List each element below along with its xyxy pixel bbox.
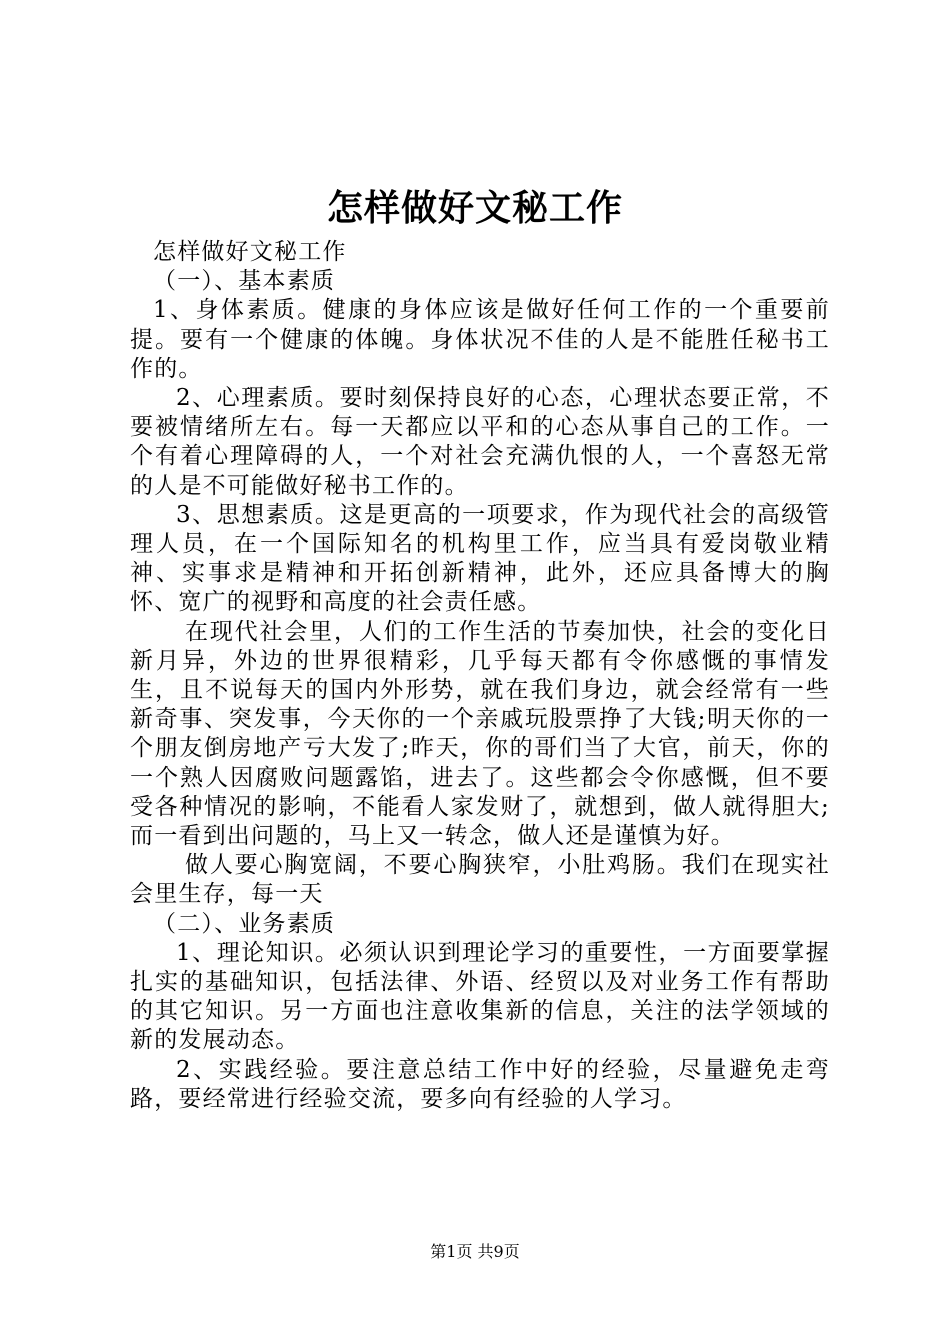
- page-number-footer: 第1页 共9页: [430, 1242, 520, 1261]
- subtitle-paragraph: 怎样做好文秘工作: [153, 239, 347, 265]
- paragraph-physical-quality: 1、身体素质。健康的身体应该是做好任何工作的一个重要前提。要有一个健康的体魄。身体状况不佳的人是不能胜任秘书工作的。: [130, 297, 830, 382]
- paragraph-theoretical-knowledge: 1、理论知识。必须认识到理论学习的重要性，一方面要掌握扎实的基础知识，包括法律、外语、经贸以及对业务工作有帮助的其它知识。另一方面也注意收集新的信息，关注的法学领域的新的发展动态。: [130, 939, 830, 1054]
- paragraph-psychological-quality: 2、心理素质。要时刻保持良好的心态，心理状态要正常，不要被情绪所左右。每一天都应以平和的心态从事自己的工作。一个有着心理障碍的人，一个对社会充满仇恨的人，一个喜怒无常的人是不可能做好秘书工作的。: [130, 385, 830, 499]
- paragraph-broad-mind: 做人要心胸宽阔，不要心胸狭窄，小肚鸡肠。我们在现实社会里生存，每一天: [130, 852, 830, 908]
- section-heading-business-qualities: （二）、业务素质: [153, 910, 336, 937]
- paragraph-practical-experience: 2、实践经验。要注意总结工作中好的经验，尽量避免走弯路，要经常进行经验交流，要多向有经验的人学习。: [130, 1056, 830, 1112]
- paragraph-modern-society: 在现代社会里，人们的工作生活的节奏加快，社会的变化日新月异，外边的世界很精彩，几乎每天都有令你感慨的事情发生，且不说每天的国内外形势，就在我们身边，就会经常有一些新奇事、突发事，今天你的一个亲戚玩股票挣了大钱;明天你的一个朋友倒房地产亏大发了;昨天，你的哥们当了大官，前天，你的一个熟人因腐败问题露馅，进去了。这些都会令你感慨，但不要受各种情况的影响，不能看人家发财了，就想到，做人就得胆大;而一看到出问题的，马上又一转念，做人还是谨慎为好。: [130, 618, 830, 850]
- paragraph-ideological-quality: 3、思想素质。这是更高的一项要求，作为现代社会的高级管理人员，在一个国际知名的机构里工作，应当具有爱岗敬业精神、实事求是精神和开拓创新精神，此外，还应具备博大的胸怀、宽广的视野和高度的社会责任感。: [130, 501, 830, 616]
- section-heading-basic-qualities: （一）、基本素质: [153, 268, 336, 295]
- document-body: [130, 238, 830, 1114]
- document-title: 怎样做好文秘工作: [326, 187, 623, 229]
